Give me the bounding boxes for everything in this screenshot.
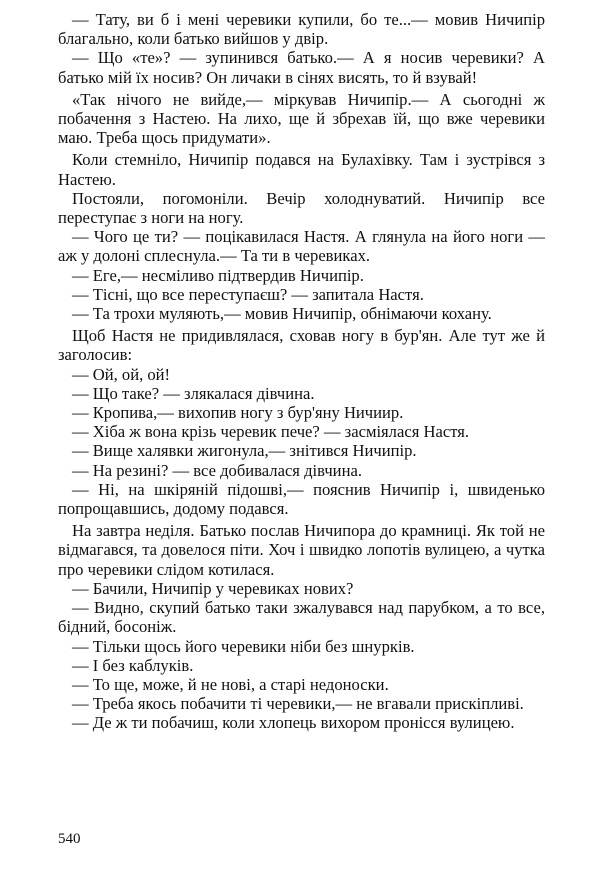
paragraph: — І без каблуків. (72, 655, 194, 675)
paragraph: — Треба якось побачити ті черевики,— не вгавали прискіпливі. (72, 694, 524, 714)
paragraph: — На резині? — все добивалася дівчина. (72, 460, 362, 480)
paragraph: — Ой, ой, ой! (72, 364, 171, 384)
paragraph: Щоб Настя не придивлялася, сховав ногу в бур'ян. Але тут же й заголосив: (58, 326, 545, 365)
paragraph: — Ні, на шкіряній підошві,— пояснив Ничипір і, швиденько попрощавшись, додому подався. (58, 479, 545, 519)
page-number: 540 (58, 831, 81, 847)
paragraph: — Кропива,— вихопив ногу з бур'яну Ничиир. (72, 403, 404, 423)
paragraph: — То ще, може, й не нові, а старі недоноски. (72, 674, 389, 694)
paragraph: — Видно, скупий батько таки зжалувався над парубком, а то все, бідний, босоніж. (58, 598, 545, 637)
book-page (58, 10, 545, 866)
paragraph: На завтра неділя. Батько послав Ничипора до крамниці. Як той не відмагався, та довелося піти. Хоч і швидко лопотів вулицею, а чутка про черевики слідом котилася. (58, 521, 545, 579)
paragraph: — Тісні, що все переступаєш? — запитала Настя. (72, 284, 424, 304)
paragraph: — Хіба ж вона крізь черевик пече? — засміялася Настя. (72, 422, 470, 442)
paragraph: — Тільки щось його черевики ніби без шнурків. (72, 636, 415, 656)
paragraph: — Чого це ти? — поцікавилася Настя. А глянула на його ноги — аж у долоні сплеснула.— Та ти в черевиках. (58, 227, 545, 266)
paragraph: Коли стемніло, Ничипір подався на Булахівку. Там і зустрівся з Настею. (58, 150, 545, 189)
paragraph: — Та трохи муляють,— мовив Ничипір, обнімаючи кохану. (72, 304, 492, 324)
paragraph: — Що таке? — злякалася дівчина. (72, 383, 315, 403)
paragraph: — Що «те»? — зупинився батько.— А я носив черевики? А батько мій їх носив? Он личаки в сінях висять, то й взувай! (58, 48, 545, 87)
paragraph: — Тату, ви б і мені черевики купили, бо те...— мовив Ничипір благально, коли батько вийшов у двір. (58, 10, 545, 49)
paragraph: Постояли, погомоніли. Вечір холоднуватий. Ничипір все переступає з ноги на ногу. (58, 188, 545, 228)
paragraph: — Вище халявки жигонула,— знітився Ничипір. (72, 441, 417, 461)
paragraph: — Еге,— несміливо підтвердив Ничипір. (72, 265, 364, 285)
paragraph: — Де ж ти побачиш, коли хлопець вихором пронісся вулицею. (72, 713, 515, 733)
paragraph: — Бачили, Ничипір у черевиках нових? (72, 578, 354, 598)
paragraph: «Так нічого не вийде,— міркував Ничипір.— А сьогодні ж побачення з Настею. На лихо, ще й збрехав їй, що вже черевики маю. Треба щось придумати». (58, 89, 545, 148)
